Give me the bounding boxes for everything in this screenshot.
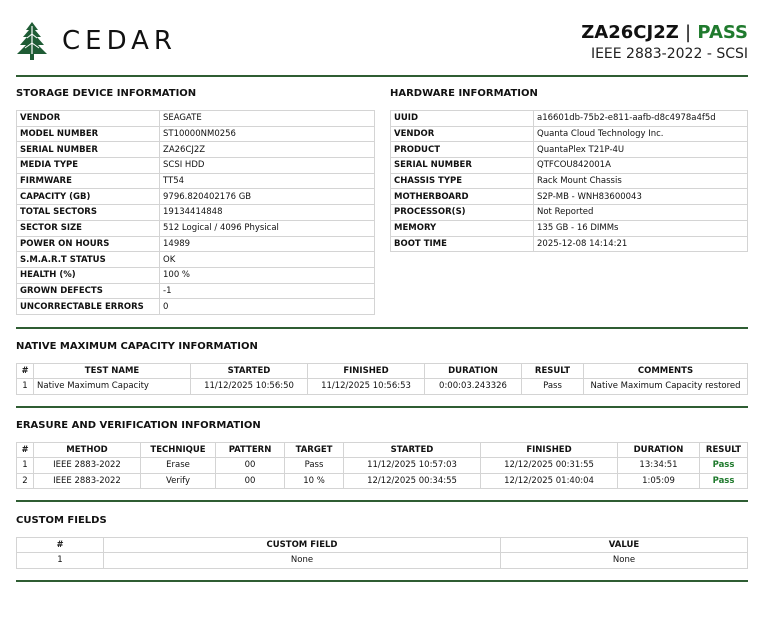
table-cell: 00 bbox=[216, 458, 285, 474]
field-label: MEDIA TYPE bbox=[17, 158, 160, 174]
column-header: TARGET bbox=[285, 443, 344, 458]
table-row bbox=[391, 126, 748, 142]
table-row bbox=[17, 553, 748, 569]
column-header: CUSTOM FIELD bbox=[104, 538, 501, 553]
field-label: FIRMWARE bbox=[17, 173, 160, 189]
table-cell: Native Maximum Capacity restored bbox=[584, 379, 748, 395]
column-header: FINISHED bbox=[481, 443, 618, 458]
field-value: Not Reported bbox=[534, 205, 748, 221]
table-row bbox=[17, 142, 375, 158]
table-cell: Pass bbox=[522, 379, 584, 395]
table-cell: Pass bbox=[285, 458, 344, 474]
table-cell: 11/12/2025 10:57:03 bbox=[344, 458, 481, 474]
table-row bbox=[391, 236, 748, 252]
column-header: DURATION bbox=[425, 364, 522, 379]
table-cell: 00 bbox=[216, 473, 285, 489]
table-row bbox=[17, 236, 375, 252]
divider bbox=[16, 406, 748, 408]
table-row bbox=[391, 189, 748, 205]
table-cell: IEEE 2883-2022 bbox=[34, 473, 141, 489]
field-value: 19134414848 bbox=[160, 205, 375, 221]
brand-name: CEDAR bbox=[62, 26, 177, 56]
field-value: a16601db-75b2-e811-aafb-d8c4978a4f5d bbox=[534, 111, 748, 127]
field-value: 135 GB - 16 DIMMs bbox=[534, 220, 748, 236]
table-cell: 12/12/2025 00:31:55 bbox=[481, 458, 618, 474]
storage-device-table bbox=[16, 110, 375, 315]
column-header: TEST NAME bbox=[34, 364, 191, 379]
field-value: 9796.820402176 GB bbox=[160, 189, 375, 205]
column-header: DURATION bbox=[618, 443, 700, 458]
field-value: 2025-12-08 14:14:21 bbox=[534, 236, 748, 252]
field-label: MOTHERBOARD bbox=[391, 189, 534, 205]
hardware-table bbox=[390, 110, 748, 252]
table-row bbox=[391, 220, 748, 236]
divider bbox=[16, 580, 748, 582]
field-label: CHASSIS TYPE bbox=[391, 173, 534, 189]
table-cell: 1:05:09 bbox=[618, 473, 700, 489]
table-cell: 0:00:03.243326 bbox=[425, 379, 522, 395]
table-row bbox=[391, 158, 748, 174]
field-value: QuantaPlex T21P-4U bbox=[534, 142, 748, 158]
table-row bbox=[17, 267, 375, 283]
table-cell: 2 bbox=[17, 473, 34, 489]
field-value: TT54 bbox=[160, 173, 375, 189]
field-label: MEMORY bbox=[391, 220, 534, 236]
report-header bbox=[16, 22, 748, 66]
field-value: 100 % bbox=[160, 267, 375, 283]
table-row bbox=[17, 252, 375, 268]
field-label: GROWN DEFECTS bbox=[17, 283, 160, 299]
table-cell: None bbox=[501, 553, 748, 569]
column-header: # bbox=[17, 538, 104, 553]
table-cell: 1 bbox=[17, 553, 104, 569]
header-row bbox=[17, 364, 748, 379]
cedar-tree-icon bbox=[16, 22, 48, 60]
header-row bbox=[17, 538, 748, 553]
table-cell: 1 bbox=[17, 458, 34, 474]
column-header: STARTED bbox=[344, 443, 481, 458]
report-summary bbox=[581, 22, 748, 64]
header-row bbox=[17, 443, 748, 458]
column-header: VALUE bbox=[501, 538, 748, 553]
column-header: TECHNIQUE bbox=[141, 443, 216, 458]
field-value: 14989 bbox=[160, 236, 375, 252]
field-value: S2P-MB - WNH83600043 bbox=[534, 189, 748, 205]
column-header: # bbox=[17, 364, 34, 379]
field-value: -1 bbox=[160, 283, 375, 299]
field-value: Rack Mount Chassis bbox=[534, 173, 748, 189]
table-row bbox=[17, 173, 375, 189]
column-header: COMMENTS bbox=[584, 364, 748, 379]
erasure-table bbox=[16, 442, 748, 489]
erasure-standard: IEEE 2883-2022 - SCSI bbox=[590, 46, 748, 62]
report-title bbox=[581, 22, 748, 44]
column-header: RESULT bbox=[522, 364, 584, 379]
table-cell: Erase bbox=[141, 458, 216, 474]
table-row bbox=[17, 283, 375, 299]
table-row bbox=[391, 173, 748, 189]
field-label: SERIAL NUMBER bbox=[17, 142, 160, 158]
field-value: SEAGATE bbox=[160, 111, 375, 127]
table-row bbox=[17, 189, 375, 205]
table-cell: 12/12/2025 00:34:55 bbox=[344, 473, 481, 489]
table-cell: Pass bbox=[700, 458, 748, 474]
table-row bbox=[391, 111, 748, 127]
field-value: QTFCOU842001A bbox=[534, 158, 748, 174]
nmc-section-title: NATIVE MAXIMUM CAPACITY INFORMATION bbox=[16, 341, 258, 352]
field-value: SCSI HDD bbox=[160, 158, 375, 174]
field-label: POWER ON HOURS bbox=[17, 236, 160, 252]
table-cell: 11/12/2025 10:56:50 bbox=[191, 379, 308, 395]
table-row bbox=[17, 220, 375, 236]
divider bbox=[16, 500, 748, 502]
field-value: ZA26CJ2Z bbox=[160, 142, 375, 158]
field-label: TOTAL SECTORS bbox=[17, 205, 160, 221]
field-value: 0 bbox=[160, 299, 375, 315]
custom-section-title: CUSTOM FIELDS bbox=[16, 515, 107, 526]
field-value: ST10000NM0256 bbox=[160, 126, 375, 142]
table-row bbox=[391, 205, 748, 221]
field-label: CAPACITY (GB) bbox=[17, 189, 160, 205]
storage-section-title: STORAGE DEVICE INFORMATION bbox=[16, 88, 197, 99]
field-label: S.M.A.R.T STATUS bbox=[17, 252, 160, 268]
field-label: UUID bbox=[391, 111, 534, 127]
brand-logo bbox=[16, 22, 177, 60]
table-cell: Pass bbox=[700, 473, 748, 489]
table-cell: None bbox=[104, 553, 501, 569]
table-row bbox=[17, 458, 748, 474]
hardware-section-title: HARDWARE INFORMATION bbox=[390, 88, 538, 99]
field-label: UNCORRECTABLE ERRORS bbox=[17, 299, 160, 315]
table-cell: 11/12/2025 10:56:53 bbox=[308, 379, 425, 395]
table-cell: 12/12/2025 01:40:04 bbox=[481, 473, 618, 489]
table-row bbox=[391, 142, 748, 158]
device-serial: ZA26CJ2Z bbox=[581, 22, 679, 43]
column-header: METHOD bbox=[34, 443, 141, 458]
custom-fields-table bbox=[16, 537, 748, 569]
table-row bbox=[17, 299, 375, 315]
divider bbox=[16, 327, 748, 329]
column-header: RESULT bbox=[700, 443, 748, 458]
column-header: PATTERN bbox=[216, 443, 285, 458]
table-row bbox=[17, 111, 375, 127]
field-label: BOOT TIME bbox=[391, 236, 534, 252]
field-label: SECTOR SIZE bbox=[17, 220, 160, 236]
field-label: SERIAL NUMBER bbox=[391, 158, 534, 174]
table-row bbox=[17, 379, 748, 395]
nmc-table bbox=[16, 363, 748, 395]
table-cell: Verify bbox=[141, 473, 216, 489]
table-cell: IEEE 2883-2022 bbox=[34, 458, 141, 474]
column-header: STARTED bbox=[191, 364, 308, 379]
table-row bbox=[17, 473, 748, 489]
table-cell: 10 % bbox=[285, 473, 344, 489]
field-label: PRODUCT bbox=[391, 142, 534, 158]
table-cell: 13:34:51 bbox=[618, 458, 700, 474]
table-cell: Native Maximum Capacity bbox=[34, 379, 191, 395]
table-row bbox=[17, 158, 375, 174]
field-label: VENDOR bbox=[17, 111, 160, 127]
overall-result: PASS bbox=[697, 22, 748, 43]
table-row bbox=[17, 205, 375, 221]
field-label: MODEL NUMBER bbox=[17, 126, 160, 142]
column-header: FINISHED bbox=[308, 364, 425, 379]
field-value: 512 Logical / 4096 Physical bbox=[160, 220, 375, 236]
field-label: HEALTH (%) bbox=[17, 267, 160, 283]
field-label: PROCESSOR(S) bbox=[391, 205, 534, 221]
field-label: VENDOR bbox=[391, 126, 534, 142]
table-cell: 1 bbox=[17, 379, 34, 395]
divider bbox=[16, 75, 748, 77]
column-header: # bbox=[17, 443, 34, 458]
table-row bbox=[17, 126, 375, 142]
field-value: Quanta Cloud Technology Inc. bbox=[534, 126, 748, 142]
erasure-section-title: ERASURE AND VERIFICATION INFORMATION bbox=[16, 420, 261, 431]
field-value: OK bbox=[160, 252, 375, 268]
title-separator: | bbox=[685, 22, 692, 43]
